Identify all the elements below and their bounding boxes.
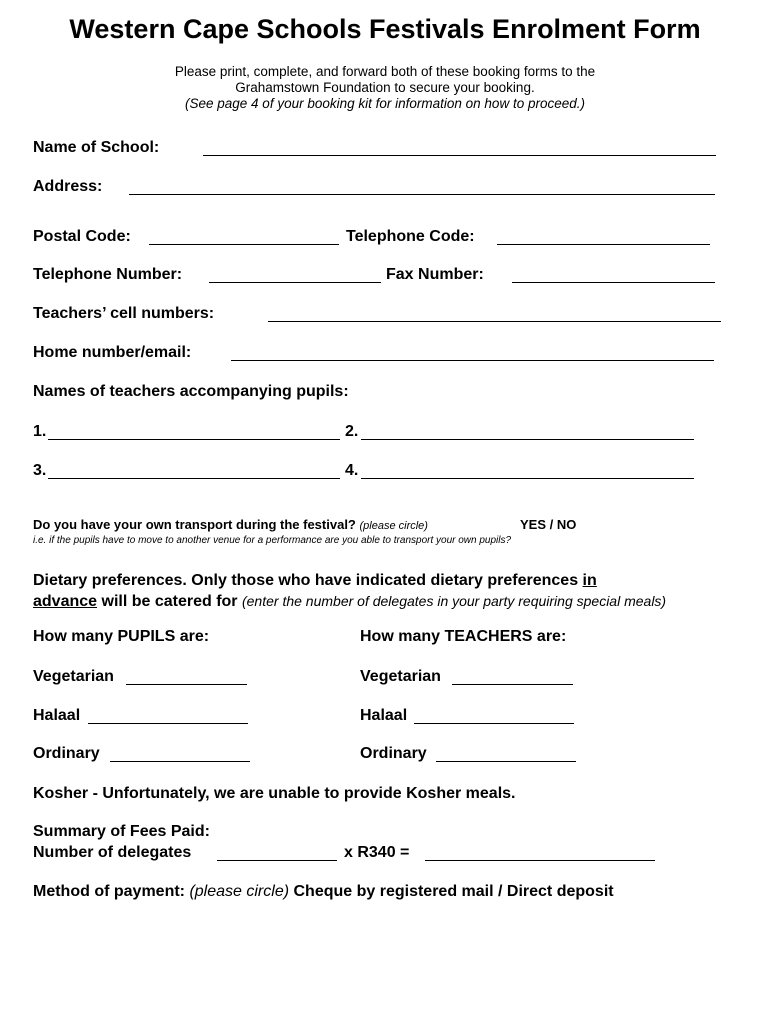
teachers-diet-heading: How many TEACHERS are: [360, 628, 567, 645]
teachers-ordinary-label: Ordinary [360, 745, 427, 762]
teacher-2-label: 2. [345, 423, 359, 440]
pupils-vegetarian-input-line[interactable] [126, 684, 247, 685]
telephone-number-input-line[interactable] [209, 282, 381, 283]
postal-code-label: Postal Code: [33, 228, 131, 245]
teachers-heading: Names of teachers accompanying pupils: [33, 383, 349, 400]
teacher-4-label: 4. [345, 462, 359, 479]
transport-options [520, 517, 576, 532]
transport-question [33, 517, 428, 532]
payment-label: Method of payment: [33, 883, 185, 900]
intro-line-3: (See page 4 of your booking kit for information on how to proceed.) [185, 96, 585, 111]
dietary-heading [33, 572, 597, 590]
dietary-heading-text: Dietary preferences. Only those who have indicated dietary preferences [33, 572, 583, 589]
address-label: Address: [33, 178, 103, 195]
teacher-1-input-line[interactable] [48, 439, 340, 440]
intro-line-2: Grahamstown Foundation to secure your booking. [235, 80, 535, 95]
teachers-halaal-label: Halaal [360, 707, 408, 724]
transport-question-text: Do you have your own transport during the festival? [33, 517, 356, 532]
pupils-ordinary-input-line[interactable] [110, 761, 250, 762]
cell-numbers-label: Teachers’ cell numbers: [33, 305, 215, 322]
teachers-halaal-input-line[interactable] [414, 723, 574, 724]
transport-note: i.e. if the pupils have to move to another venue for a performance are you able to transport your own pupils? [33, 535, 512, 546]
kosher-note: Kosher - Unfortunately, we are unable to provide Kosher meals. [33, 785, 516, 802]
transport-separator: / [549, 517, 554, 532]
dietary-will: will be catered for [97, 593, 242, 610]
pupils-halaal-input-line[interactable] [88, 723, 248, 724]
payment-options[interactable]: Cheque by registered mail / Direct deposit [293, 883, 614, 900]
address-input-line[interactable] [129, 194, 715, 195]
dietary-note: (enter the number of delegates in your party requiring special meals) [241, 593, 667, 609]
delegates-input-line[interactable] [217, 860, 337, 861]
school-label: Name of School: [33, 139, 160, 156]
teacher-3-label: 3. [33, 462, 47, 479]
fees-summary-label: Summary of Fees Paid: [33, 823, 210, 840]
home-email-input-line[interactable] [231, 360, 714, 361]
school-input-line[interactable] [203, 155, 716, 156]
delegates-label: Number of delegates [33, 844, 192, 861]
telephone-code-input-line[interactable] [497, 244, 710, 245]
fee-total-input-line[interactable] [425, 860, 655, 861]
teacher-4-input-line[interactable] [361, 478, 694, 479]
fee-multiplier: x R340 = [344, 844, 410, 861]
telephone-code-label: Telephone Code: [346, 228, 475, 245]
intro-line-1: Please print, complete, and forward both of these booking forms to the [174, 64, 596, 79]
dietary-in: in [582, 572, 597, 589]
pupils-vegetarian-label: Vegetarian [33, 668, 114, 685]
pupils-ordinary-label: Ordinary [33, 745, 100, 762]
transport-hint: (please circle) [359, 520, 428, 532]
cell-numbers-input-line[interactable] [268, 321, 721, 322]
form-title: Western Cape Schools Festivals Enrolment Form [69, 14, 701, 44]
telephone-number-label: Telephone Number: [33, 266, 183, 283]
transport-yes[interactable]: YES [520, 517, 547, 532]
pupils-heading: How many PUPILS are: [33, 628, 210, 645]
fax-number-label: Fax Number: [386, 266, 484, 283]
dietary-advance: advance [33, 593, 98, 610]
fax-number-input-line[interactable] [512, 282, 715, 283]
teachers-vegetarian-label: Vegetarian [360, 668, 441, 685]
teacher-3-input-line[interactable] [48, 478, 340, 479]
payment-hint: (please circle) [189, 883, 290, 900]
teacher-1-label: 1. [33, 423, 47, 440]
teachers-ordinary-input-line[interactable] [436, 761, 576, 762]
dietary-heading-2 [33, 593, 666, 611]
payment-row [33, 883, 614, 901]
teachers-vegetarian-input-line[interactable] [452, 684, 573, 685]
teacher-2-input-line[interactable] [361, 439, 694, 440]
pupils-halaal-label: Halaal [33, 707, 81, 724]
home-email-label: Home number/email: [33, 344, 192, 361]
postal-code-input-line[interactable] [149, 244, 339, 245]
transport-no[interactable]: NO [556, 517, 577, 532]
